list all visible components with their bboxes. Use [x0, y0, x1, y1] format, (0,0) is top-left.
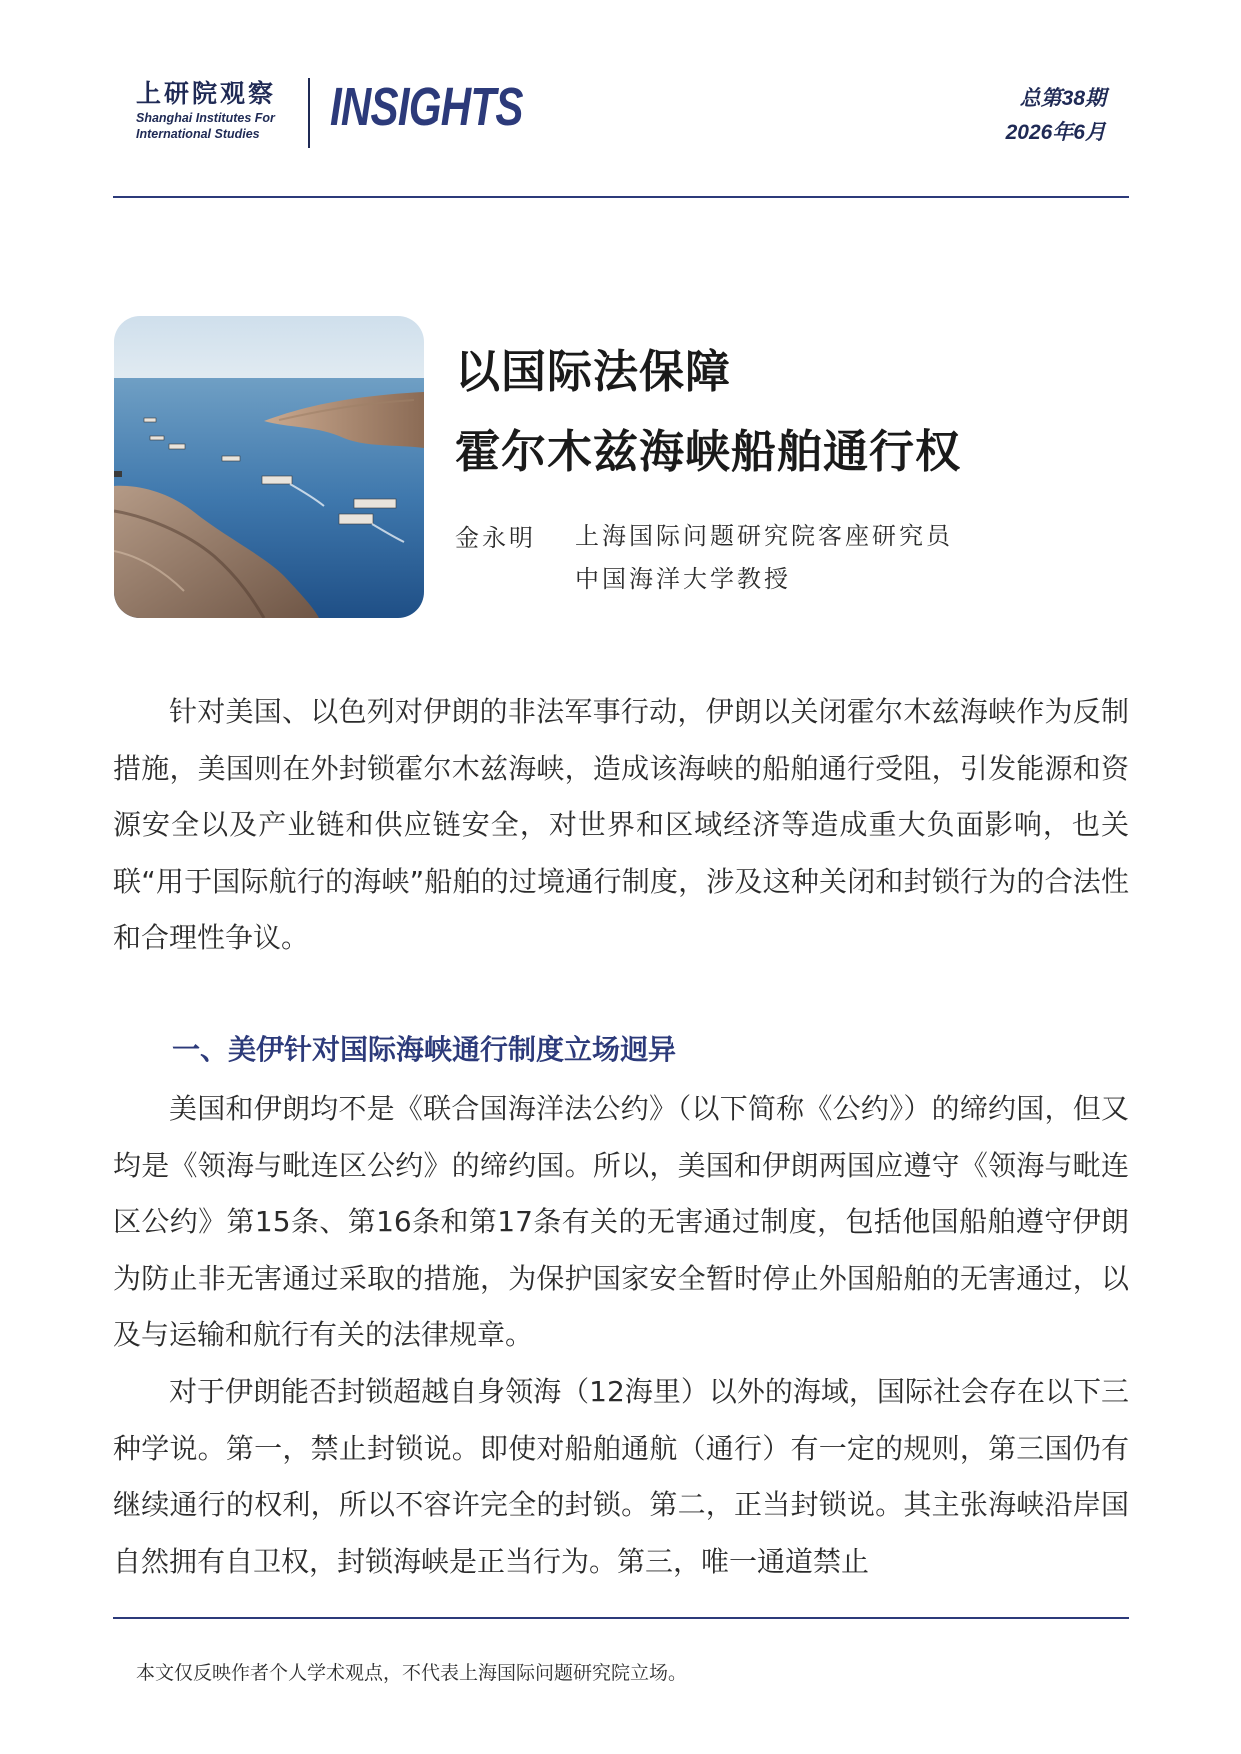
- header-rule: [113, 196, 1129, 198]
- logo-english: [136, 110, 275, 142]
- brand-insights: INSIGHTS: [330, 77, 523, 137]
- issue-info: [1006, 82, 1106, 150]
- footer-rule: [113, 1617, 1129, 1619]
- logo-english-line-2: International Studies: [136, 127, 260, 141]
- article-title: [455, 332, 961, 492]
- logo-chinese: 上研院观察: [136, 79, 277, 108]
- paragraph-1: 针对美国、以色列对伊朗的非法军事行动，伊朗以关闭霍尔木兹海峡作为反制措施，美国则在外封锁霍尔木兹海峡，造成该海峡的船舶通行受阻，引发能源和资源安全以及产业链和供应链安全，对世界和区域经济等造成重大负面影响，也关联“用于国际航行的海峡”船舶的过境通行制度，涉及这种关闭和封锁行为的合法性和合理性争议。: [113, 695, 1129, 954]
- article-title-line-2: 霍尔木兹海峡船舶通行权: [455, 425, 962, 478]
- author-affiliation: [575, 515, 953, 601]
- affiliation-line-2: 中国海洋大学教授: [575, 565, 791, 593]
- paragraph-2: 美国和伊朗均不是《联合国海洋法公约》（以下简称《公约》）的缔约国，但又均是《领海与毗连区公约》的缔约国。所以，美国和伊朗两国应遵守《领海与毗连区公约》第15条、第16条和第17条有关的无害通过制度，包括他国船舶遵守伊朗为防止非无害通过采取的措施，为保护国家安全暂时停止外国船舶的无害通过，以及与运输和航行有关的法律规章。: [113, 1092, 1129, 1351]
- affiliation-line-1: 上海国际问题研究院客座研究员: [575, 522, 953, 550]
- section-heading-1: 一、美伊针对国际海峡通行制度立场迥异: [172, 1033, 677, 1066]
- logo-divider: [308, 78, 310, 148]
- article-title-line-1: 以国际法保障: [455, 345, 732, 398]
- logo-english-line-1: Shanghai Institutes For: [136, 111, 275, 125]
- issue-date: 2026年6月: [1005, 121, 1106, 144]
- issue-number: 总第38期: [1019, 87, 1106, 110]
- author-name: 金永明: [455, 524, 536, 552]
- strait-ships-photo: [114, 316, 424, 618]
- disclaimer: 本文仅反映作者个人学术观点，不代表上海国际问题研究院立场。: [136, 1662, 688, 1684]
- paragraph-3: 对于伊朗能否封锁超越自身领海（12海里）以外的海域，国际社会存在以下三种学说。第一，禁止封锁说。即使对船舶通航（通行）有一定的规则，第三国仍有继续通行的权利，所以不容许完全的封锁。第二，正当封锁说。其主张海峡沿岸国自然拥有自卫权，封锁海峡是正当行为。第三，唯一通道禁止: [113, 1375, 1129, 1578]
